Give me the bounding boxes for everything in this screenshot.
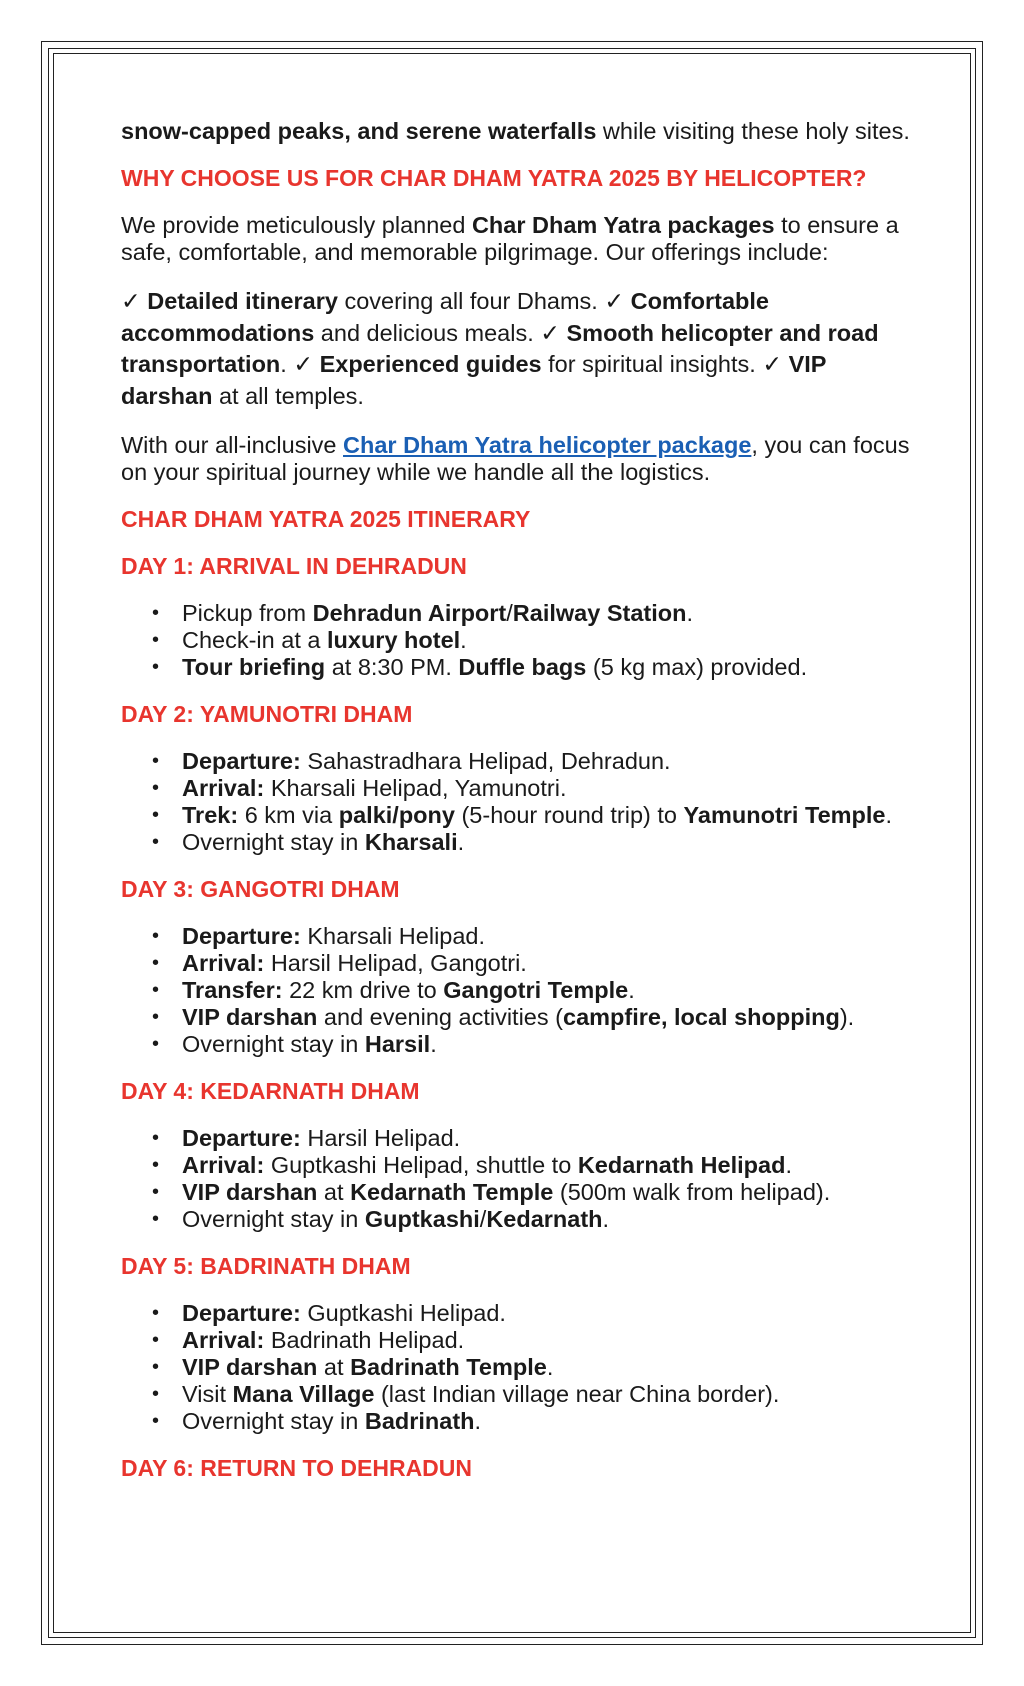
list-item [182,829,911,856]
why-text-a: We provide meticulously planned [121,212,472,238]
why-bold: Char Dham Yatra packages [471,212,775,238]
itinerary-days [121,553,911,1482]
list-item [182,1327,911,1354]
item-text: Overnight stay in [182,1408,365,1434]
item-text: ). [839,1004,855,1030]
day-list [121,748,911,856]
item-bold: Badrinath Temple [350,1354,547,1380]
offering-mark: ✓ [121,288,148,314]
item-text: Visit [182,1381,233,1407]
list-item [182,1354,911,1381]
day-heading: DAY 2: YAMUNOTRI DHAM [121,701,413,727]
item-text: . [785,1152,792,1178]
item-bold: Harsil [364,1031,431,1057]
item-text: at 8:30 PM. [325,654,459,680]
item-text: Overnight stay in [182,829,365,855]
day-list [121,1300,911,1435]
offering-text: and delicious meals. [314,319,541,346]
day-heading: DAY 4: KEDARNATH DHAM [121,1078,420,1104]
item-bold: Arrival: [182,950,265,976]
item-bold: Departure: [182,923,301,949]
list-item [182,1300,911,1327]
list-item [182,802,911,829]
item-bold: Railway Station [512,600,687,626]
offering-bold: Comfortable accommodations [121,288,770,346]
list-item [182,1125,911,1152]
item-text: Badrinath Helipad. [264,1327,465,1353]
item-bold: Kedarnath Helipad [577,1152,786,1178]
item-text: 6 km via [238,802,339,828]
why-heading: WHY CHOOSE US FOR CHAR DHAM YATRA 2025 BY HELICOPTER? [121,165,867,191]
item-bold: Badrinath [364,1408,475,1434]
offering-bold: Experienced guides [319,351,542,377]
item-bold: Arrival: [182,775,265,801]
package-text-c: , you can focus on your spiritual journey while we handle all the logistics. [121,432,910,485]
offering-bold: VIP darshan [121,351,827,409]
item-text: at [317,1179,351,1205]
item-text: Harsil Helipad. [300,1125,461,1151]
item-bold: palki/pony [338,802,455,828]
list-item [182,627,911,654]
item-text: / [479,1206,487,1232]
item-text: Overnight stay in [182,1031,365,1057]
item-text: Pickup from [182,600,313,626]
day-list [121,600,911,681]
item-text: (5-hour round trip) to [454,802,684,828]
item-text: . [474,1408,482,1434]
item-text: . [457,829,465,855]
list-item [182,977,911,1004]
item-text: 22 km drive to [282,977,444,1003]
item-text: (5 kg max) provided. [586,654,808,680]
offering-bold: Smooth helicopter and road transportation [121,319,879,377]
offering-mark: ✓ [604,288,631,314]
list-item [182,923,911,950]
list-item [182,654,911,681]
item-text: . [686,600,694,626]
offerings-paragraph [121,286,911,412]
item-bold: Arrival: [182,1152,265,1178]
item-bold: Kedarnath Temple [350,1179,554,1205]
item-bold: Mana Village [232,1381,375,1407]
day-heading: DAY 5: BADRINATH DHAM [121,1253,411,1279]
day-heading: DAY 3: GANGOTRI DHAM [121,876,400,902]
list-item [182,775,911,802]
item-bold: Dehradun Airport [312,600,507,626]
item-bold: Kedarnath [486,1206,603,1232]
item-bold: VIP darshan [182,1004,318,1030]
item-bold: Kharsali [364,829,458,855]
offering-mark: ✓ [762,351,789,377]
list-item [182,1381,911,1408]
item-text: Guptkashi Helipad, shuttle to [264,1152,578,1178]
day-heading: DAY 1: ARRIVAL IN DEHRADUN [121,553,467,579]
item-text: Overnight stay in [182,1206,365,1232]
intro-bold: snow-capped peaks, and serene waterfalls [121,118,597,144]
list-item [182,1408,911,1435]
item-text: . [430,1031,437,1057]
item-text: / [506,600,513,626]
item-bold: Departure: [182,748,301,774]
offering-text: . [280,351,294,377]
offering-text: at all temples. [212,382,364,409]
item-text: . [628,977,635,1003]
item-text: Kharsali Helipad, Yamunotri. [264,775,567,801]
item-bold: Arrival: [182,1327,265,1353]
list-item [182,748,911,775]
why-paragraph [121,212,911,266]
item-text: . [460,627,467,653]
item-text: Check-in at a [182,627,327,653]
item-bold: Tour briefing [182,654,326,680]
package-paragraph [121,432,911,486]
item-bold: VIP darshan [182,1354,318,1380]
item-bold: Departure: [182,1300,301,1326]
day-list [121,1125,911,1233]
item-bold: campfire, local shopping [563,1004,840,1030]
itinerary-heading: CHAR DHAM YATRA 2025 ITINERARY [121,506,531,532]
offering-mark: ✓ [540,319,567,346]
day-heading: DAY 6: RETURN TO DEHRADUN [121,1455,473,1481]
package-link[interactable]: Char Dham Yatra helicopter package [343,432,752,458]
item-bold: VIP darshan [182,1179,318,1205]
item-bold: Guptkashi [364,1206,480,1232]
item-bold: Departure: [182,1125,301,1151]
item-text: Kharsali Helipad. [300,923,486,949]
item-text: . [885,802,893,828]
item-text: . [602,1206,610,1232]
intro-text: while visiting these holy sites. [596,118,910,144]
article-content [121,118,911,1482]
item-text: at [317,1354,351,1380]
item-bold: Trek: [182,802,239,828]
package-text-a: With our all-inclusive [121,432,344,458]
item-bold: luxury hotel [326,627,461,653]
offering-text: for spiritual insights. [541,351,763,377]
list-item [182,600,911,627]
item-text: Harsil Helipad, Gangotri. [264,950,527,976]
item-text: and evening activities ( [317,1004,563,1030]
item-bold: Duffle bags [458,654,587,680]
offering-mark: ✓ [293,351,320,377]
offering-text: covering all four Dhams. [337,288,605,314]
item-text: . [546,1354,554,1380]
list-item [182,1004,911,1031]
offering-bold: Detailed itinerary [147,288,338,314]
intro-paragraph [121,118,911,145]
list-item [182,1179,911,1206]
item-bold: Yamunotri Temple [683,802,886,828]
item-text: Sahastradhara Helipad, Dehradun. [300,748,671,774]
list-item [182,1152,911,1179]
item-text: (500m walk from helipad). [553,1179,831,1205]
why-text-c: to ensure a safe, comfortable, and memorable pilgrimage. Our offerings include: [121,212,899,265]
list-item [182,1031,911,1058]
item-bold: Transfer: [182,977,283,1003]
item-text: Guptkashi Helipad. [300,1300,506,1326]
list-item [182,1206,911,1233]
item-bold: Gangotri Temple [443,977,629,1003]
day-list [121,923,911,1058]
list-item [182,950,911,977]
item-text: (last Indian village near China border). [374,1381,780,1407]
